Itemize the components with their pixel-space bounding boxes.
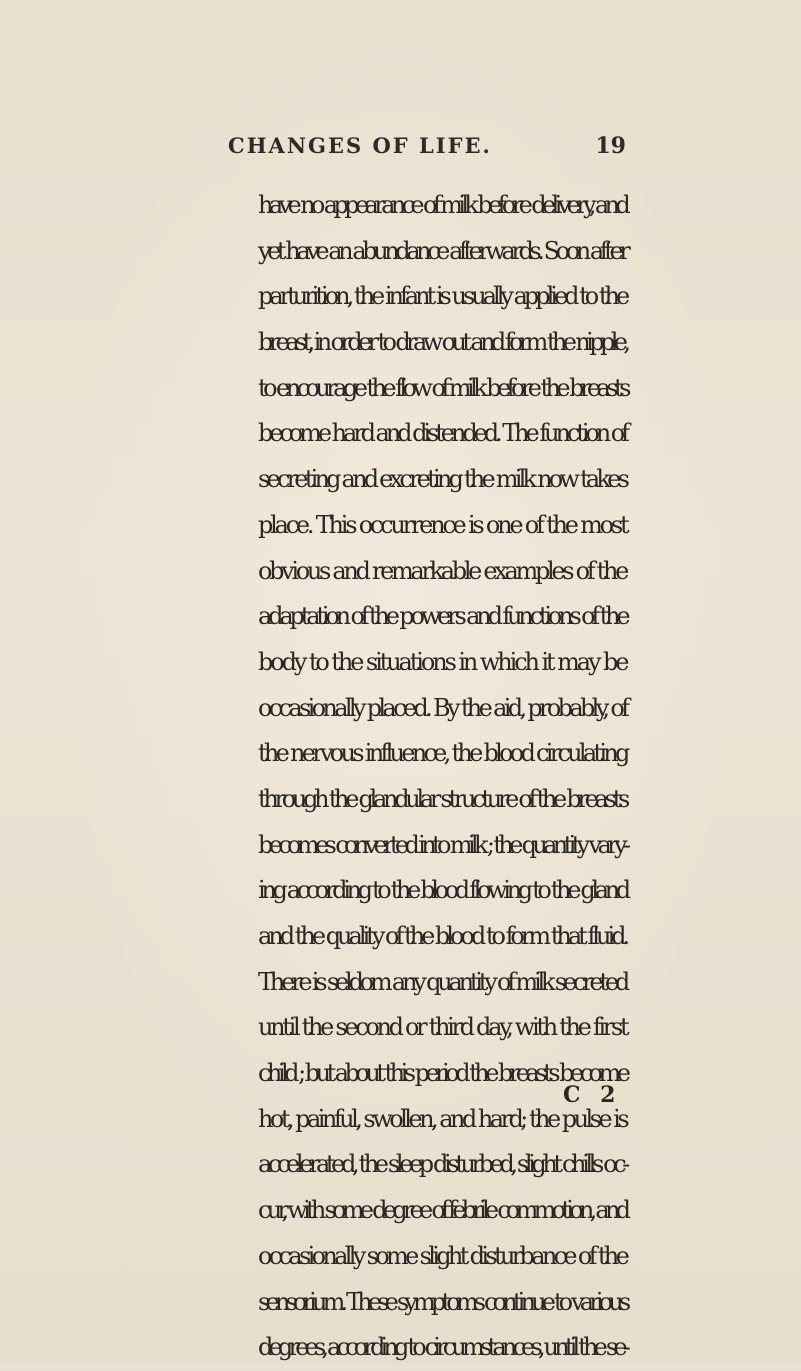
text-line: occasionally some slight disturbance of the [258, 1241, 627, 1270]
text-line: There is seldom any quantity of milk secreted [258, 967, 626, 996]
text-line: have no appearance of milk before delivery, and [258, 191, 627, 219]
text-line: breast, in order to draw out and form the nipple, [258, 328, 627, 357]
text-line: to encourage the flow of milk before the breasts [258, 373, 627, 402]
text-line: become hard and distended. The function of [258, 419, 626, 448]
text-line: yet have an abundance afterwards. Soon after [258, 236, 627, 265]
page-number: 19 [595, 133, 626, 159]
text-line: ing according to the blood flowing to the gland [258, 876, 627, 905]
text-line: adaptation of the powers and functions of the [258, 602, 627, 631]
text-line: becomes converted into milk ; the quantity vary- [258, 830, 627, 859]
running-head: CHANGES OF LIFE. [228, 133, 492, 158]
text-line: place. This occurrence is one of the most [258, 510, 627, 539]
text-line: sensorium. These symptoms continue to various [258, 1287, 627, 1316]
text-line: the nervous influence, the blood circulating [258, 739, 627, 768]
text-line: child ; but about this period the breasts become [258, 1059, 627, 1088]
text-line: hot, painful, swollen, and hard; the pulse is [258, 1104, 627, 1133]
text-line: through the glandular structure of the breasts [258, 784, 626, 813]
text-line: accelerated, the sleep disturbed, slight chills oc- [258, 1150, 626, 1179]
text-line: secreting and excreting the milk now takes [258, 465, 627, 494]
page-header [228, 133, 626, 167]
text-line: parturition, the infant is usually applied to the [258, 282, 627, 311]
text-line: cur, with some degree of febrile commotion, and [258, 1196, 627, 1225]
text-line: degrees, according to circumstances, until the se- [258, 1333, 627, 1362]
text-line: occasionally placed. By the aid, probably, of [258, 693, 627, 722]
text-line: and the quality of the blood to form that fluid. [258, 922, 627, 950]
signature-mark: C 2 [563, 1082, 622, 1108]
text-line: obvious and remarkable examples of the [258, 556, 626, 585]
text-line: until the second or third day, with the first [258, 1013, 627, 1042]
text-line: body to the situations in which it may be [258, 647, 627, 676]
body-text [258, 183, 626, 1371]
